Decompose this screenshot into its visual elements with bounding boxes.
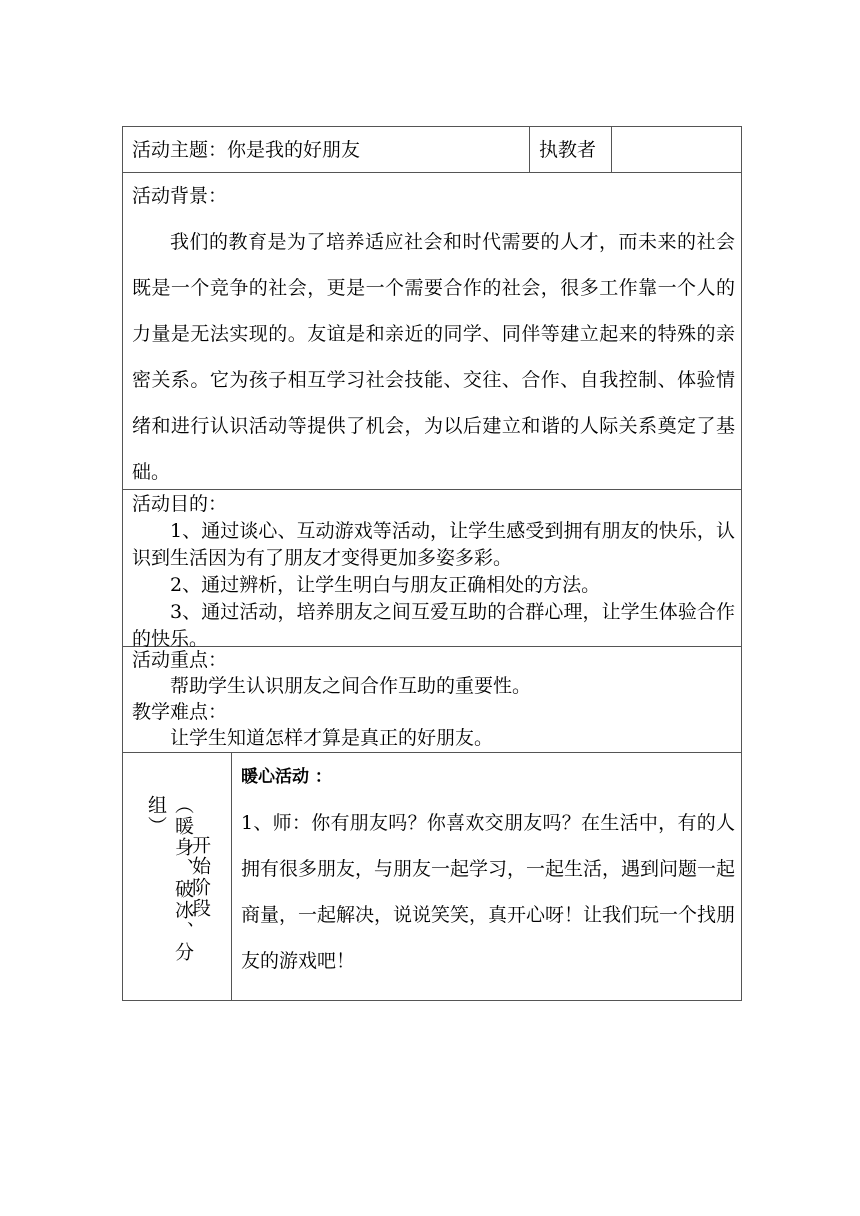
goal-item-1: 1、通过谈心、互动游戏等活动，让学生感受到拥有朋友的快乐，认识到生活因为有了朋友才变得更加多姿多彩。 — [132, 520, 735, 569]
lesson-plan-table — [122, 126, 742, 1001]
goals-row — [123, 490, 741, 650]
theme-label: 活动主题：你是我的好朋友 — [132, 139, 361, 161]
teacher-label: 执教者 — [529, 127, 611, 172]
focus-row — [123, 647, 741, 753]
key-point-body: 帮助学生认识朋友之间合作互助的重要性。 — [170, 675, 532, 697]
stage-subtitle: （暖身、破冰、分组） — [145, 795, 194, 963]
goals-title: 活动目的： — [132, 493, 228, 515]
goal-item-2: 2、通过辨析，让学生明白与朋友正确相处的方法。 — [170, 574, 601, 596]
stage-content-cell — [231, 753, 741, 1000]
stage-name: 开始阶段 — [189, 835, 211, 919]
stage-label-cell — [123, 753, 231, 1000]
difficulty-title: 教学难点： — [132, 701, 228, 723]
activity-body: 1、师：你有朋友吗？你喜欢交朋友吗？在生活中，有的人拥有很多朋友，与朋友一起学习，一起生活，遇到问题一起商量，一起解决，说说笑笑，真开心呀！让我们玩一个找朋友的游戏吧！ — [241, 812, 736, 972]
teacher-value — [611, 127, 741, 172]
background-title: 活动背景： — [132, 185, 228, 207]
stage-row — [123, 753, 741, 1000]
goal-item-3: 3、通过活动，培养朋友之间互爱互助的合群心理，让学生体验合作的快乐。 — [132, 601, 735, 650]
background-body: 我们的教育是为了培养适应社会和时代需要的人才，而未来的社会既是一个竞争的社会，更是一个需要合作的社会，很多工作靠一个人的力量是无法实现的。友谊是和亲近的同学、同伴等建立起来的特殊的亲密关系。它为孩子相互学习社会技能、交往、合作、自我控制、体验情绪和进行认识活动等提供了机会，为以后建立和谐的人际关系奠定了基础。 — [132, 231, 735, 483]
difficulty-body: 让学生知道怎样才算是真正的好朋友。 — [170, 727, 494, 749]
background-row — [123, 173, 741, 490]
activity-title: 暖心活动 ： — [241, 767, 332, 787]
header-row — [123, 127, 741, 173]
key-point-title: 活动重点： — [132, 649, 228, 671]
